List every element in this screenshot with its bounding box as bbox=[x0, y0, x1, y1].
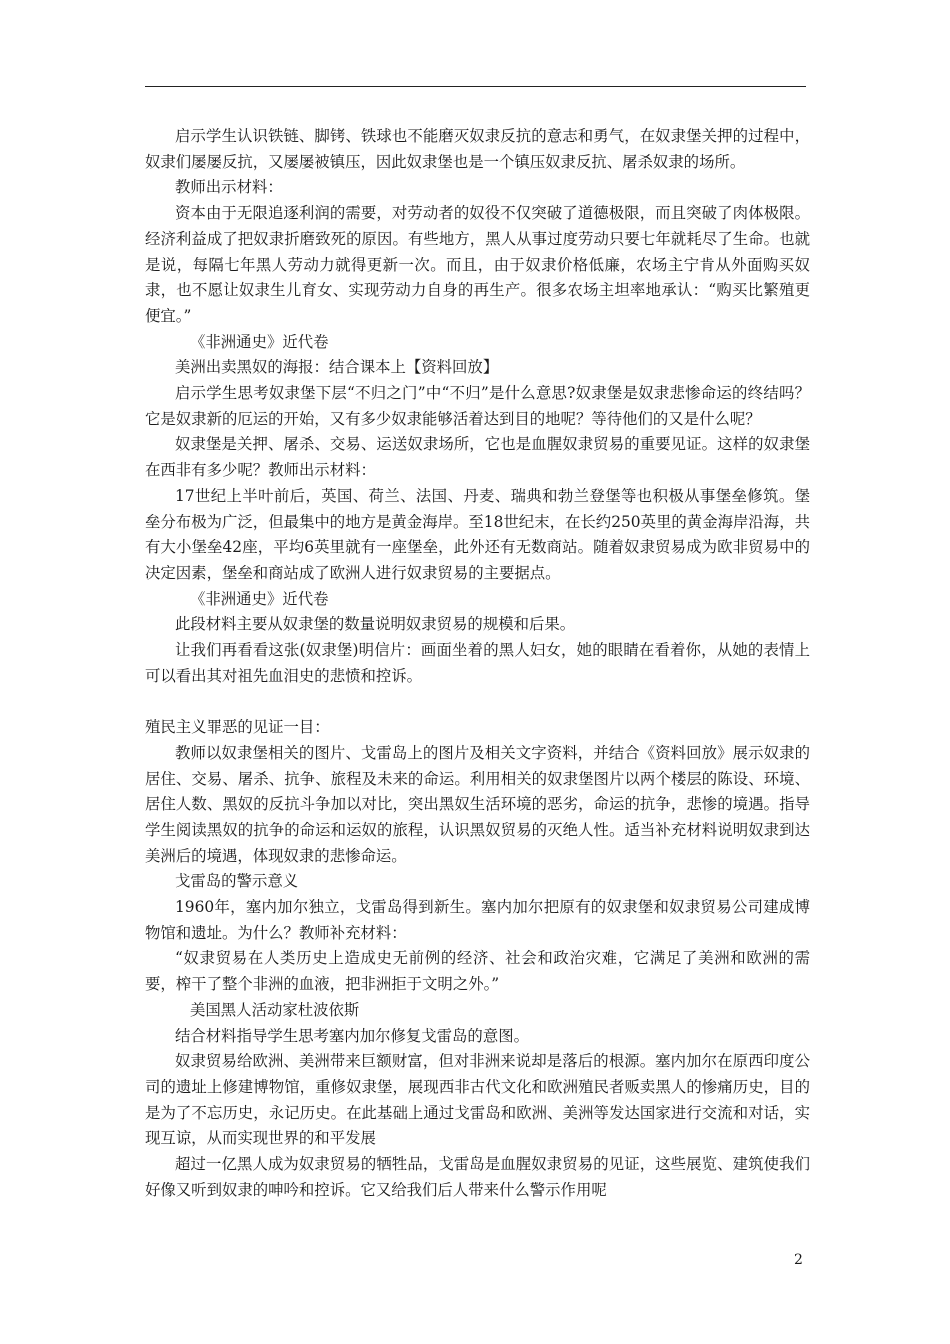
paragraph: 17世纪上半叶前后，英国、荷兰、法国、丹麦、瑞典和勃兰登堡等也积极从事堡垒修筑。堡垒分布极为广泛，但最集中的地方是黄金海岸。至18世纪末，在长约250英里的黄金海岸沿海，共有大小堡垒42座，平均6英里就有一座堡垒，此外还有无数商站。随着奴隶贸易成为欧非贸易中的决定因素，堡垒和商站成了欧洲人进行奴隶贸易的主要据点。 bbox=[145, 486, 810, 582]
paragraph: 1960年，塞内加尔独立，戈雷岛得到新生。塞内加尔把原有的奴隶堡和奴隶贸易公司建成博物馆和遗址。为什么？教师补充材料： bbox=[145, 898, 810, 942]
section-heading: 殖民主义罪恶的见证一目： bbox=[145, 718, 330, 737]
source-citation: 《非洲通史》近代卷 bbox=[190, 589, 329, 608]
paragraph: 启示学生认识铁链、脚铐、铁球也不能磨灭奴隶反抗的意志和勇气，在奴隶堡关押的过程中，奴隶们屡屡反抗，又屡屡被镇压，因此奴隶堡也是一个镇压奴隶反抗、屠杀奴隶的场所。 bbox=[145, 127, 810, 171]
paragraph: 启示学生思考奴隶堡下层“不归之门”中“不归”是什么意思?奴隶堡是奴隶悲惨命运的终结吗？它是奴隶新的厄运的开始，又有多少奴隶能够活着达到目的地呢？等待他们的又是什么呢？ bbox=[145, 384, 810, 428]
paragraph: 资本由于无限追逐利润的需要，对劳动者的奴役不仅突破了道德极限，而且突破了肉体极限。经济利益成了把奴隶折磨致死的原因。有些地方，黑人从事过度劳动只要七年就耗尽了生命。也就是说，每隔七年黑人劳动力就得更新一次。而且，由于奴隶价格低廉，农场主宁肯从外面购买奴隶，也不愿让奴隶生儿育女、实现劳动力自身的再生产。很多农场主坦率地承认：“购买比繁殖更便宜。” bbox=[145, 204, 810, 325]
header-rule bbox=[145, 86, 806, 87]
paragraph: 超过一亿黑人成为奴隶贸易的牺牲品，戈雷岛是血腥奴隶贸易的见证，这些展览、建筑使我们好像又听到奴隶的呻吟和控诉。它又给我们后人带来什么警示作用呢 bbox=[145, 1155, 810, 1199]
paragraph: 结合材料指导学生思考塞内加尔修复戈雷岛的意图。 bbox=[175, 1026, 529, 1045]
paragraph: 美洲出卖黑奴的海报：结合课本上【资料回放】 bbox=[175, 358, 499, 377]
quotation: “奴隶贸易在人类历史上造成史无前例的经济、社会和政治灾难，它满足了美洲和欧洲的需要，榨干了整个非洲的血液，把非洲拒于文明之外。” bbox=[145, 949, 810, 994]
paragraph: 奴隶堡是关押、屠杀、交易、运送奴隶场所，它也是血腥奴隶贸易的重要见证。这样的奴隶堡在西非有多少呢？教师出示材料： bbox=[145, 435, 810, 480]
source-citation: 《非洲通史》近代卷 bbox=[190, 332, 329, 351]
blank-line bbox=[145, 689, 810, 715]
document-body bbox=[145, 124, 810, 1204]
page-number: 2 bbox=[794, 1252, 803, 1268]
paragraph: 奴隶贸易给欧洲、美洲带来巨额财富，但对非洲来说却是落后的根源。塞内加尔在原西印度公司的遗址上修建博物馆，重修奴隶堡，展现西非古代文化和欧洲殖民者贩卖黑人的惨痛历史，目的是为了不忘历史，永记历史。在此基础上通过戈雷岛和欧洲、美洲等发达国家进行交流和对话，实现互谅，从而实现世界的和平发展 bbox=[145, 1052, 810, 1148]
paragraph: 让我们再看看这张(奴隶堡)明信片：画面坐着的黑人妇女，她的眼睛在看着你，从她的表情上可以看出其对祖先血泪史的悲愤和控诉。 bbox=[145, 641, 810, 685]
paragraph: 教师以奴隶堡相关的图片、戈雷岛上的图片及相关文字资料，并结合《资料回放》展示奴隶的居住、交易、屠杀、抗争、旅程及未来的命运。利用相关的奴隶堡图片以两个楼层的陈设、环境、居住人数、黑奴的反抗斗争加以对比，突出黑奴生活环境的恶劣，命运的抗争，悲惨的境遇。指导学生阅读黑奴的抗争的命运和运奴的旅程，认识黑奴贸易的灭绝人性。适当补充材料说明奴隶到达美洲后的境遇，体现奴隶的悲惨命运。 bbox=[145, 743, 810, 865]
paragraph: 此段材料主要从奴隶堡的数量说明奴隶贸易的规模和后果。 bbox=[175, 615, 576, 634]
paragraph: 教师出示材料： bbox=[175, 178, 283, 197]
section-heading: 戈雷岛的警示意义 bbox=[175, 872, 299, 891]
source-citation: 美国黑人活动家杜波依斯 bbox=[190, 1000, 360, 1019]
